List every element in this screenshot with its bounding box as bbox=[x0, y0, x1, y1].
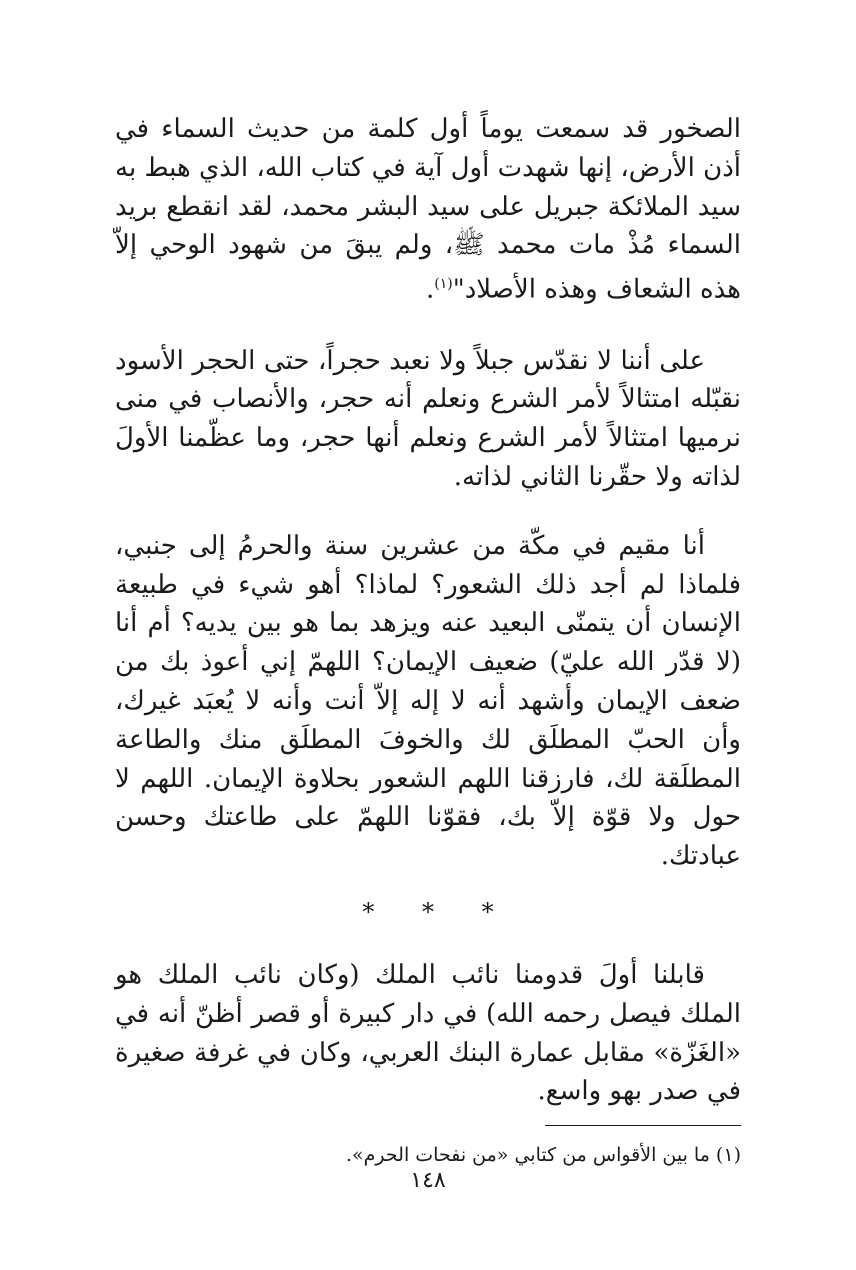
paragraph-3: أنا مقيم في مكّة من عشرين سنة والحرمُ إلى جنبي، فلماذا لم أجد ذلك الشعور؟ لماذا؟ أهو شيء في طبيعة الإنسان أن يتمنّى البعيد عنه ويزهد بما هو بين يديه؟ أم أنا (لا قدّر الله عليّ) ضعيف الإيمان؟ اللهمّ إني أعوذ بك من ضعف الإيمان وأشهد أنه لا إله إلاّ أنت وأنه لا يُعبَد غيرك، وأن الحبّ المطلَق لك والخوفَ المطلَق منك والطاعة المطلَقة لك، فارزقنا اللهم الشعور بحلاوة الإيمان. اللهم لا حول ولا قوّة إلاّ بك، فقوّنا اللهمّ على طاعتك وحسن عبادتك. bbox=[115, 530, 741, 872]
paragraph-1-text: الصخور قد سمعت يوماً أول كلمة من حديث السماء في أذن الأرض، إنها شهدت أول آية في كتاب الله، الذي هبط به سيد الملائكة جبريل على سيد البشر محمد، لقد انقطع بريد السماء مُذْ مات محمد ﷺ، ولم يبقَ من شهود الوحي إلاّ هذه الشعاف وهذه الأصلاد" bbox=[115, 114, 741, 305]
paragraph-4: قابلنا أولَ قدومنا نائب الملك (وكان نائب الملك هو الملك فيصل رحمه الله) في دار كبيرة أو قصر أظنّ أنه في «الغَزّة» مقابل عمارة البنك العربي، وكان في غرفة صغيرة في صدر بهو واسع. bbox=[115, 960, 741, 1107]
footnote-marker[interactable]: (١) bbox=[434, 276, 453, 293]
paragraph-2: على أننا لا نقدّس جبلاً ولا نعبد حجراً، حتى الحجر الأسود نقبّله امتثالاً لأمر الشرع ونعلم أنه حجر، والأنصاب في منى نرميها امتثالاً لأمر الشرع ونعلم أنها حجر، وما عظّمنا الأولَ لذاته ولا حقّرنا الثاني لذاته. bbox=[115, 345, 741, 493]
page-number: ١٤٨ bbox=[410, 1168, 446, 1193]
footnote-divider bbox=[545, 1125, 741, 1126]
section-separator: * * * bbox=[362, 898, 514, 926]
footnote: (١) ما بين الأقواس من كتابي «من نفحات الحرم». bbox=[346, 1144, 741, 1167]
paragraph-1-end: . bbox=[426, 274, 435, 305]
paragraph-1 bbox=[115, 110, 741, 310]
